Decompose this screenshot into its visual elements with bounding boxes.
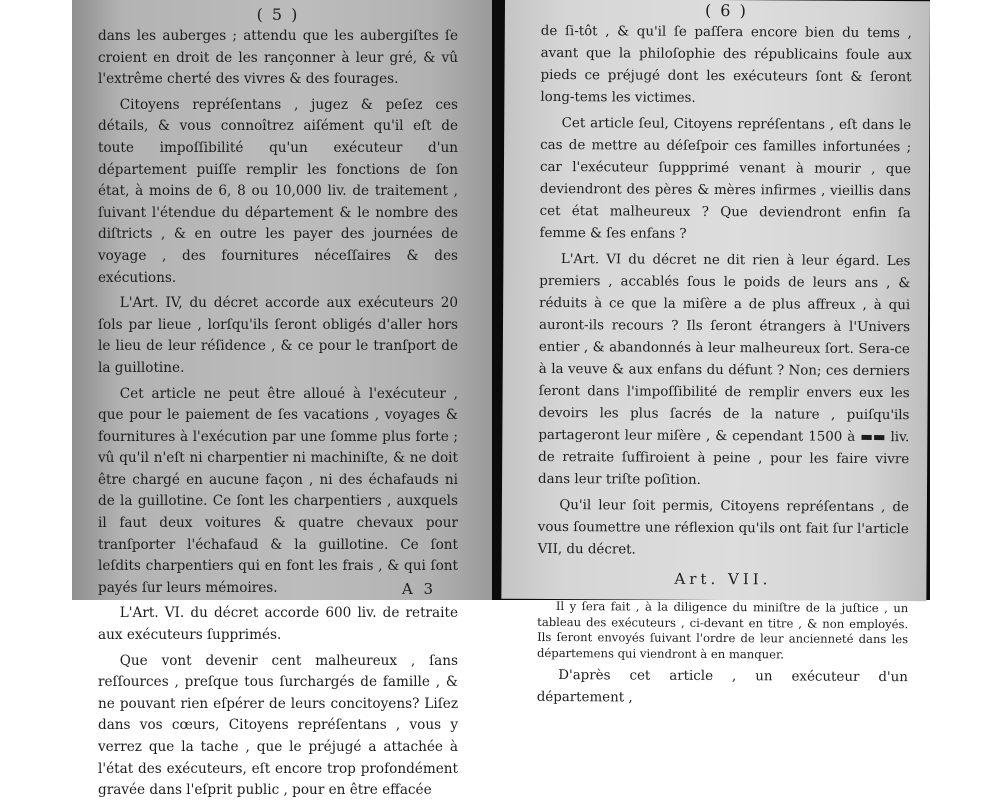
paragraph: Cet article ne peut être alloué à l'exécuteur , que pour le paiement de ſes vacations , voyages & fournitures à l'exécution par une ſomme plus forte ; vû qu'il n'eſt ni charpentier ni machiniſte, & ne doit être chargé en aucune façon , ni des échafauds ni de la guillotine. Ce ſont les charpentiers , auxquels il faut deux voitures & quatre chevaux pour tranſporter l'échafaud & la guillotine. Ce ſont leſdits charpentiers qui en font les frais , & qui ſont payés ſur leurs mémoires.	[98, 385, 458, 596]
paragraph: L'Art. IV, du décret accorde aux exécuteurs 20 ſols par lieue , lorſqu'ils ſeront obligés d'aller hors le lieu de leur réſidence , & ce pour le tranſport de la guillotine.	[98, 295, 458, 376]
quoted-article: Il y ſera fait , à la diligence du miniſtre de la juſtice , un tableau des exécuteurs , ci-devant en titre , & non employés. Ils ſeront envoyés ſuivant l'ordre de leur ancienneté dans les départemens qui viendront à en manquer.	[536, 599, 909, 661]
book-spread	[72, 0, 930, 799]
paragraph: L'Art. VI du décret ne dit rien à leur égard. Les premiers , accablés ſous le poids de leurs ans , & réduits à ce que la miſère a de plus affreux , à qui auront-ils recours ? Ils ſeront étrangers à l'Univers entier , & abandonnés à leur malheureux ſort. Sera-ce à la veuve & aux enfans du défunt ? Non; ces derniers ſeront dans l'impoſſibilité de remplir envers eux les devoirs les plus ſacrés de la nature , puiſqu'ils partageront leur miſère , & cependant 1500 à ▬▬ liv. de retraite ſuffiroient à peine , pour les faire vivre dans leur triſte poſition.	[538, 252, 911, 488]
page-number: ( 5 )	[256, 5, 300, 24]
paragraph: D'après cet article , un exécuteur d'un département ,	[536, 668, 908, 706]
paragraph: Que vont devenir cent malheureux , ſans reſſources , preſque tous ſurchargés de famille , & ne pouvant rien eſpérer de leurs concitoyens? Liſez dans vos cœurs, Citoyens repréſentans , vous y verrez que la tache , que le préjugé a attachée à l'état des exécuteurs, eſt encore trop profondément gravée dans l'eſprit public , pour en être effacée	[98, 652, 458, 799]
paragraph: Qu'il leur ſoit permis, Citoyens repréſentans , de vous ſoumettre une réflexion qu'ils ont fait ſur l'article VII, du décret.	[537, 498, 909, 558]
signature-mark: A 3	[401, 580, 436, 598]
article-heading: Art. VII.	[674, 569, 772, 589]
paragraph: Cet article ſeul, Citoyens repréſentans , eſt dans le cas de mettre au déſeſpoir ces familles infortunées ; car l'exécuteur ſuppprimé venant à mourir , que deviendront des pères & mères infirmes , vieillis dans cet état malheureux ? Que deviendront enfin ſa femme & ſes enfans ?	[539, 116, 912, 242]
left-page	[72, 0, 492, 799]
paragraph: L'Art. VI. du décret accorde 600 liv. de retraite aux exécuteurs ſupprimés.	[98, 605, 458, 644]
paragraph: dans les auberges ; attendu que les aubergiſtes ſe croient en droit de les rançonner à leur gré, & vû l'extrême cherté des vivres & des fourages.	[98, 28, 458, 88]
page-number: ( 6 )	[704, 0, 748, 21]
right-page	[501, 0, 930, 706]
paragraph: Citoyens repréſentans , jugez & peſez ces détails, & vous connoîtrez aiſément qu'il eſt de toute impoſſibilité qu'un exécuteur d'un département puiſſe remplir les fonctions de ſon état, à moins de 6, 8 ou 10,000 liv. de traitement , ſuivant l'étendue du département & le nombre des diſtricts , & en outre les payer des journées de voyage , des fournitures néceſſaires & des exécutions.	[98, 96, 458, 286]
paragraph: de ſi-tôt , & qu'il ſe paſſera encore bien du tems , avant que la philoſophie des républicains foule aux pieds ce préjugé dont les exécuteurs ſont & ſeront long-tems les victimes.	[540, 23, 912, 106]
